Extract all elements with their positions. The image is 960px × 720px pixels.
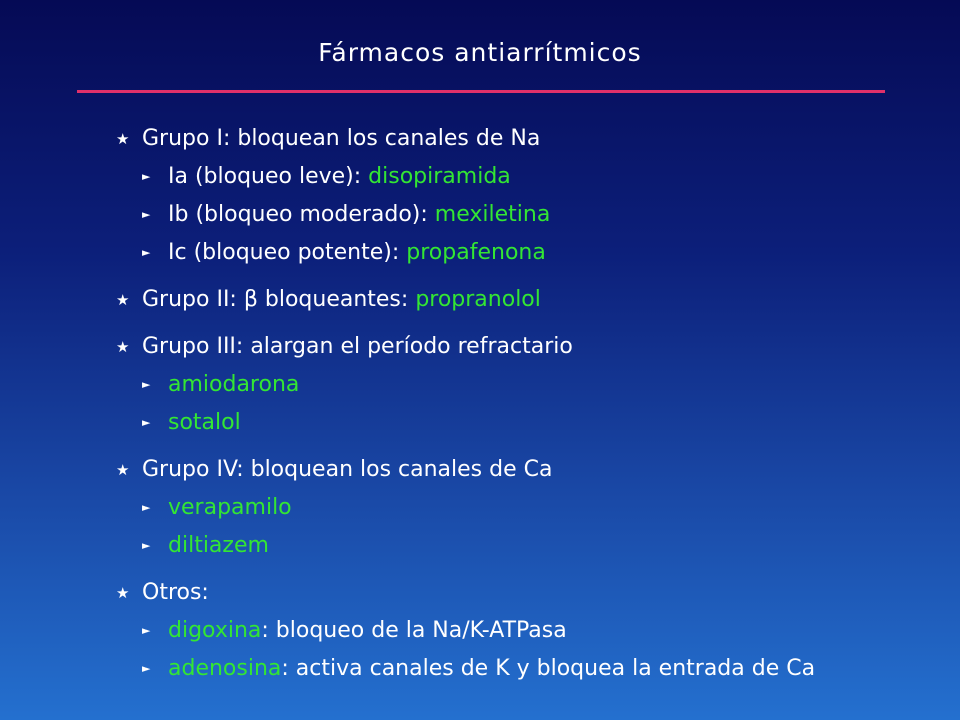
sub-bullet-verapamilo [116,489,916,527]
drug-name: disopiramida [368,164,511,189]
bullet-text: Grupo III: alargan el período refractario [142,334,573,359]
bullet-text: Grupo IV: bloquean los canales de Ca [142,457,553,482]
star-bullet-icon: ★ [116,461,130,479]
drug-name: propafenona [406,240,546,265]
triangle-bullet-icon: ► [142,208,151,221]
sub-bullet-ib [116,196,916,234]
sub-bullet-text: Ib (bloqueo moderado): [168,202,435,227]
sub-bullet-amiodarona [116,366,916,404]
group-3 [116,328,916,442]
slide-title: Fármacos antiarrítmicos [318,38,642,67]
star-bullet-icon: ★ [116,291,130,309]
triangle-bullet-icon: ► [142,416,151,429]
group-5 [116,574,916,688]
triangle-bullet-icon: ► [142,662,151,675]
triangle-bullet-icon: ► [142,170,151,183]
triangle-bullet-icon: ► [142,501,151,514]
sub-bullet-text: Ic (bloqueo potente): [168,240,407,265]
star-bullet-icon: ★ [116,130,130,148]
group-4 [116,451,916,565]
drug-name: sotalol [168,410,241,435]
drug-name: amiodarona [168,372,300,397]
sub-bullet-text: Ia (bloqueo leve): [168,164,369,189]
triangle-bullet-icon: ► [142,539,151,552]
drug-name: mexiletina [434,202,551,227]
drug-name: adenosina [168,656,282,681]
triangle-bullet-icon: ► [142,378,151,391]
drug-name: verapamilo [168,495,292,520]
star-bullet-icon: ★ [116,584,130,602]
title-divider [77,90,885,93]
sub-bullet-sotalol [116,404,916,442]
bullet-group-3 [116,328,916,366]
star-bullet-icon: ★ [116,338,130,356]
sub-bullet-ia [116,158,916,196]
group-1 [116,120,916,272]
sub-bullet-text: : bloqueo de la Na/K-ATPasa [261,618,567,643]
triangle-bullet-icon: ► [142,246,151,259]
group-2 [116,281,916,319]
sub-bullet-adenosina [116,650,916,688]
bullet-text: Grupo I: bloquean los canales de Na [142,126,541,151]
drug-name: propranolol [415,287,541,312]
sub-bullet-diltiazem [116,527,916,565]
sub-bullet-text: : activa canales de K y bloquea la entrada de Ca [281,656,816,681]
triangle-bullet-icon: ► [142,624,151,637]
sub-bullet-ic [116,234,916,272]
slide-content [116,120,916,697]
sub-bullet-digoxina [116,612,916,650]
bullet-group-1 [116,120,916,158]
drug-name: diltiazem [168,533,269,558]
bullet-text: Otros: [142,580,209,605]
bullet-group-2 [116,281,916,319]
bullet-group-4 [116,451,916,489]
bullet-text: Grupo II: β bloqueantes: [142,287,416,312]
drug-name: digoxina [168,618,262,643]
bullet-otros [116,574,916,612]
